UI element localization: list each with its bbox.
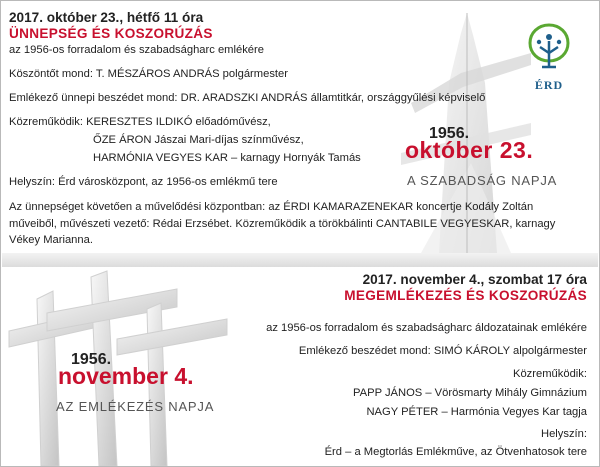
logo-text: ÉRD [534, 78, 564, 92]
event2-subtitle: az 1956-os forradalom és szabadságharc áldozatainak emlékére [266, 322, 587, 334]
event1-followup: Az ünnepséget követően a művelődési központban: az ÉRDI KAMARAZENEKAR koncertje Kodály Zoltán műveiből, művészeti vezető: Rédai Erzsébet. Közreműködik a törökbálinti CANTABILE VEGYESKAR, karnagy Vékey Marianna. [9, 201, 556, 246]
event2-performer-2: NAGY PÉTER – Harmónia Vegyes Kar tagja [366, 406, 587, 418]
event2-venue-label: Helyszín: [540, 428, 587, 440]
event2-performers-label: Közreműködik: [513, 368, 587, 380]
badge2-date: november 4. [58, 363, 194, 389]
event1-performers: Közreműködik: KERESZTES ILDIKÓ előadóművész, [9, 116, 271, 128]
event1-greeting: Köszöntőt mond: T. MÉSZÁROS ANDRÁS polgármester [9, 68, 288, 80]
event2-date: 2017. november 4., szombat 17 óra [362, 272, 587, 287]
event1-speech: Emlékező ünnepi beszédet mond: DR. ARADSZKI ANDRÁS államtitkár, országgyűlési képviselő [9, 92, 486, 104]
event1-performer-2: ŐZE ÁRON Jászai Mari-díjas színművész, [93, 134, 304, 146]
event2-venue: Érd – a Megtorlás Emlékműve, az Ötvenhatosok tere [324, 446, 587, 458]
event1-subtitle: az 1956-os forradalom és szabadságharc emlékére [9, 44, 264, 56]
event1-time: 11 óra [163, 10, 204, 25]
event1-date-prefix: 2017. október 23., hétfő [9, 10, 161, 25]
event2-title: MEGEMLÉKEZÉS ÉS KOSZORÚZÁS [344, 288, 587, 303]
badge2-year: 1956. [71, 351, 112, 368]
erd-logo [514, 21, 584, 99]
event2-performer-1: PAPP JÁNOS – Vörösmarty Mihály Gimnázium [353, 387, 587, 399]
tree-people-icon [526, 21, 572, 73]
badge1-year: 1956. [429, 125, 470, 142]
event1-venue: Helyszín: Érd városközpont, az 1956-os emlékmű tere [9, 176, 278, 188]
event1-title: ÜNNEPSÉG ÉS KOSZORÚZÁS [9, 26, 213, 41]
badge1-slogan: A SZABADSÁG NAPJA [407, 173, 558, 188]
event2-speech: Emlékező beszédet mond: SIMÓ KÁROLY alpolgármester [298, 345, 587, 357]
section-divider [2, 253, 598, 267]
event1-date [9, 11, 203, 25]
event1-performer-3: HARMÓNIA VEGYES KAR – karnagy Hornyák Tamás [93, 152, 361, 164]
badge2-slogan: AZ EMLÉKEZÉS NAPJA [56, 399, 215, 414]
badge1-date: október 23. [405, 137, 534, 163]
